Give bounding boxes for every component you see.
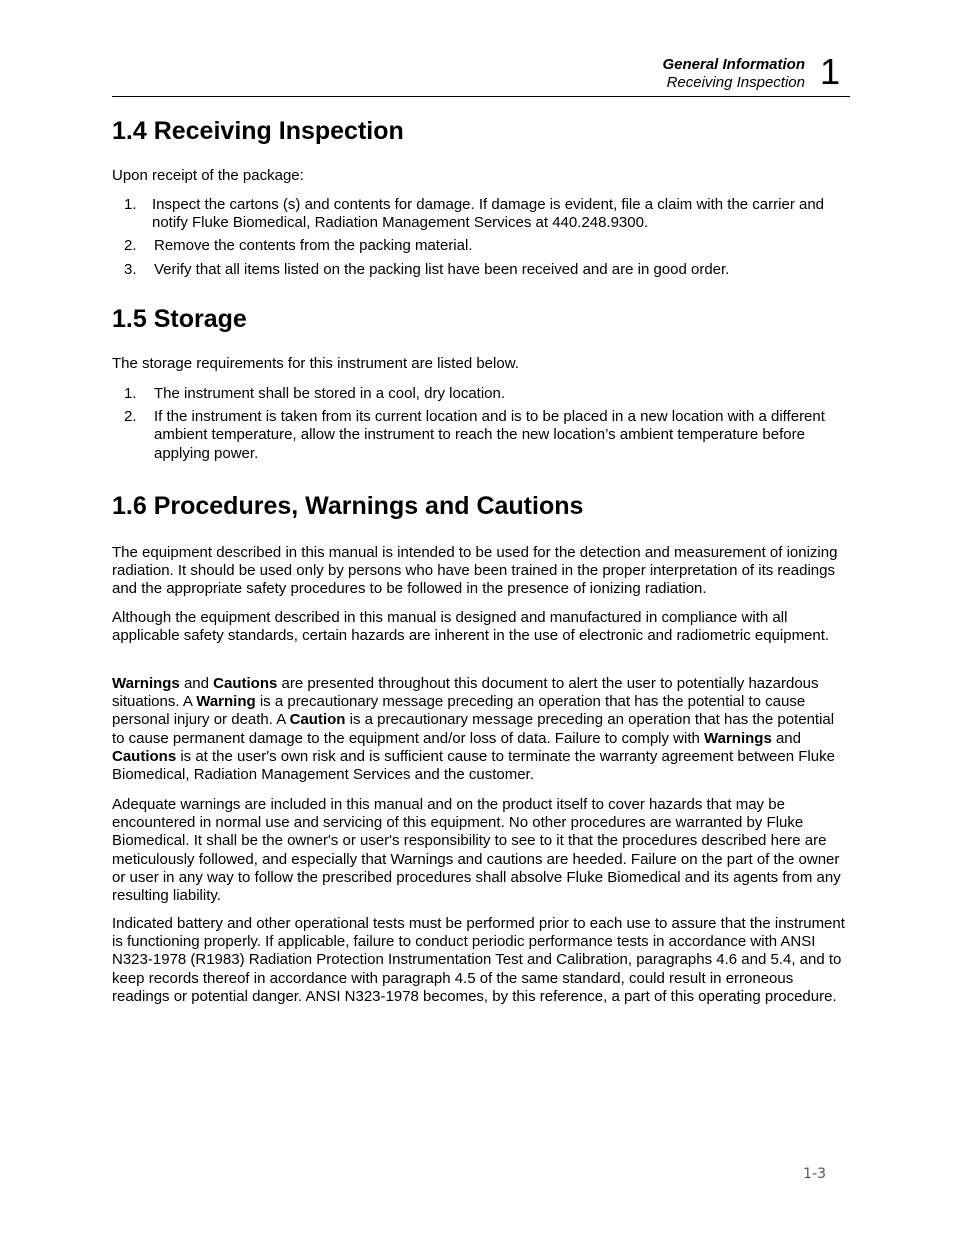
list-item xyxy=(112,261,847,279)
paragraph-hazards: Although the equipment described in this manual is designed and manufactured in compliance with all applicable safety standards, certain hazards are inherent in the use of electronic and radiometric equipment. xyxy=(112,609,830,645)
page-number: 1-3 xyxy=(803,1166,826,1182)
heading-procedures-warnings-cautions: 1.6 Procedures, Warnings and Cautions xyxy=(112,492,584,520)
paragraph-intended-use: The equipment described in this manual is intended to be used for the detection and measurement of ionizing radiation. It should be used only by persons who have been trained in the proper interpretation of its readings and the appropriate safety procedures to be followed in the presence of ionizing radiation. xyxy=(112,544,838,598)
storage-requirements-list xyxy=(112,385,847,463)
bold-term: Warning xyxy=(196,693,256,711)
list-item xyxy=(112,408,847,463)
heading-receiving-inspection: 1.4 Receiving Inspection xyxy=(112,117,404,145)
storage-intro: The storage requirements for this instrument are listed below. xyxy=(112,355,519,372)
header-section-title: Receiving Inspection xyxy=(666,74,805,91)
list-item-number: 3. xyxy=(124,260,137,278)
list-item xyxy=(112,196,847,232)
header-titles xyxy=(662,56,805,92)
bold-term: Cautions xyxy=(112,747,177,765)
text-run: is at the user's own risk and is sufficient cause to terminate the warranty agreement between Fluke Biomedical, Radiation Management Services and the customer. xyxy=(112,747,835,784)
list-item-number: 1. xyxy=(124,196,137,213)
header-chapter-number: 1 xyxy=(819,51,840,92)
header-chapter-title: General Information xyxy=(662,56,805,73)
text-run: and xyxy=(179,675,214,692)
bold-term: Cautions xyxy=(213,675,278,692)
paragraph-warnings-cautions xyxy=(112,675,847,784)
list-item-text: The instrument shall be stored in a cool, dry location. xyxy=(154,385,506,402)
paragraph-adequate-warnings: Adequate warnings are included in this manual and on the product itself to cover hazards that may be encountered in normal use and servicing of this equipment. No other procedures are warranted by Fluke Biomedical. It shall be the owner's or user's responsibility to see to it that the procedures described here are meticulously followed, and especially that Warnings and cautions are heeded. Failure on the part of the owner or user in any way to follow the prescribed procedures shall absolve Fluke Biomedical and its agents from any resulting liability. xyxy=(112,796,841,905)
list-item-number: 2. xyxy=(124,408,137,426)
receiving-intro: Upon receipt of the package: xyxy=(112,167,304,184)
text-run: is a precautionary message preceding an operation that has the potential to cause permanent damage to the equipment and/or loss of data. Failure to comply with xyxy=(112,711,835,747)
bold-term: Caution xyxy=(289,711,346,729)
bold-term: Warnings xyxy=(112,675,180,692)
list-item-text: If the instrument is taken from its current location and is to be placed in a new location with a different ambient temperature, allow the instrument to reach the new location’s ambient temperature before applying power. xyxy=(154,408,825,462)
list-item-text: Remove the contents from the packing material. xyxy=(154,237,473,255)
list-item xyxy=(112,237,847,255)
receiving-steps-list xyxy=(112,196,847,279)
text-run: is a precautionary message preceding an operation that has the potential to cause personal injury or death. A xyxy=(112,693,806,729)
list-item-number: 1. xyxy=(124,385,137,402)
text-run: and xyxy=(771,729,801,747)
text-run: are presented throughout this document to alert the user to potentially hazardous situations. A xyxy=(112,675,819,711)
list-item xyxy=(112,385,847,403)
paragraph-operational-tests: Indicated battery and other operational tests must be performed prior to each use to assure that the instrument is functioning properly. If applicable, failure to conduct periodic performance tests in accordance with ANSI N323-1978 (R1983) Radiation Protection Instrumentation Test and Calibration, paragraphs 4.6 and 5.4, and to keep records thereof in accordance with paragraph 4.5 of the same standard, could result in erroneous readings or potential danger. ANSI N323-1978 becomes, by this reference, a part of this operating procedure. xyxy=(112,915,845,1005)
heading-storage: 1.5 Storage xyxy=(112,305,247,333)
running-header xyxy=(112,52,850,97)
list-item-text: Verify that all items listed on the packing list have been received and are in good order. xyxy=(154,260,730,278)
list-item-number: 2. xyxy=(124,237,137,255)
bold-term: Warnings xyxy=(704,729,772,747)
list-item-text: Inspect the cartons (s) and contents for damage. If damage is evident, file a claim with the carrier and notify Fluke Biomedical, Radiation Management Services at 440.248.9300. xyxy=(152,196,825,232)
